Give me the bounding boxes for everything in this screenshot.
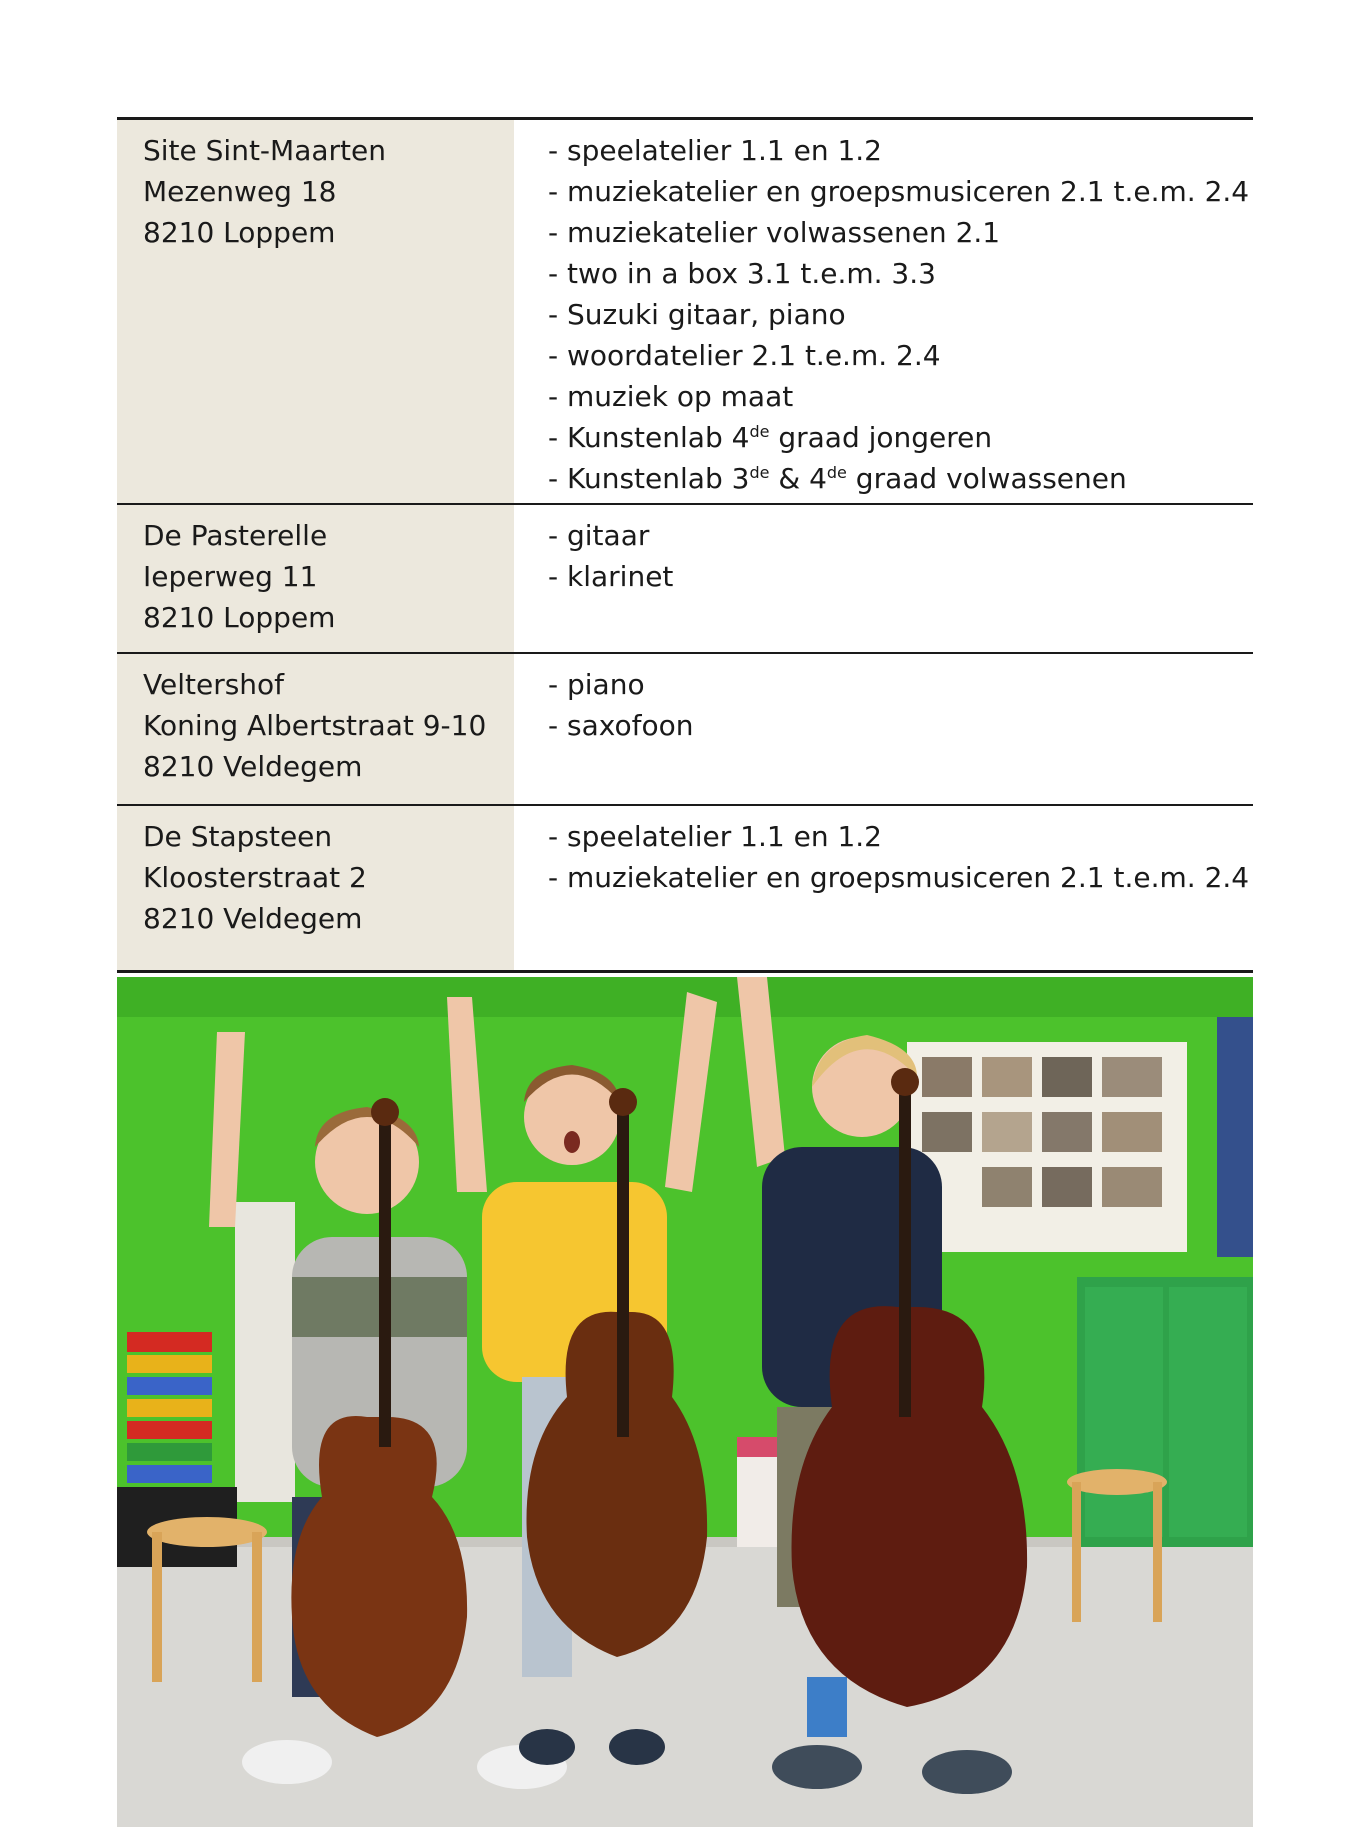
location-city: 8210 Loppem: [143, 601, 336, 634]
course-item: - saxofoon: [548, 709, 694, 742]
course-item: - muziek op maat: [548, 380, 794, 413]
courses-cell: [514, 654, 1253, 804]
course-item: - muziekatelier volwassenen 2.1: [548, 216, 1001, 249]
course-item: - speelatelier 1.1 en 1.2: [548, 820, 882, 853]
course-item: - Kunstenlab 4de graad jongeren: [548, 421, 993, 454]
course-item: - gitaar: [548, 519, 650, 552]
location-name: Veltershof: [143, 668, 285, 701]
location-cell: [117, 806, 514, 970]
table-row: [117, 505, 1253, 654]
photo-illustration: [117, 977, 1253, 1827]
course-item: - two in a box 3.1 t.e.m. 3.3: [548, 257, 936, 290]
location-name: De Pasterelle: [143, 519, 328, 552]
course-item: - muziekatelier en groepsmusiceren 2.1 t.e.m. 2.4: [548, 175, 1250, 208]
course-item: - Kunstenlab 3de & 4de graad volwassenen: [548, 462, 1127, 495]
location-street: Ieperweg 11: [143, 560, 318, 593]
course-item: - klarinet: [548, 560, 674, 593]
location-street: Koning Albertstraat 9-10: [143, 709, 487, 742]
location-cell: [117, 120, 514, 503]
location-street: Mezenweg 18: [143, 175, 337, 208]
location-cell: [117, 505, 514, 652]
location-name: Site Sint-Maarten: [143, 134, 386, 167]
course-item: - woordatelier 2.1 t.e.m. 2.4: [548, 339, 941, 372]
table-row: [117, 654, 1253, 806]
course-item: - piano: [548, 668, 645, 701]
course-item: - speelatelier 1.1 en 1.2: [548, 134, 882, 167]
table-row: [117, 120, 1253, 505]
location-city: 8210 Veldegem: [143, 750, 363, 783]
location-city: 8210 Veldegem: [143, 902, 363, 935]
table-row: [117, 806, 1253, 973]
location-name: De Stapsteen: [143, 820, 333, 853]
course-item: - muziekatelier en groepsmusiceren 2.1 t.e.m. 2.4: [548, 861, 1250, 894]
locations-table: [117, 117, 1253, 973]
location-street: Kloosterstraat 2: [143, 861, 367, 894]
courses-cell: [514, 806, 1253, 970]
children-with-cellos-photo: [117, 977, 1253, 1827]
course-item: - Suzuki gitaar, piano: [548, 298, 846, 331]
courses-cell: [514, 120, 1253, 503]
location-cell: [117, 654, 514, 804]
courses-cell: [514, 505, 1253, 652]
location-city: 8210 Loppem: [143, 216, 336, 249]
